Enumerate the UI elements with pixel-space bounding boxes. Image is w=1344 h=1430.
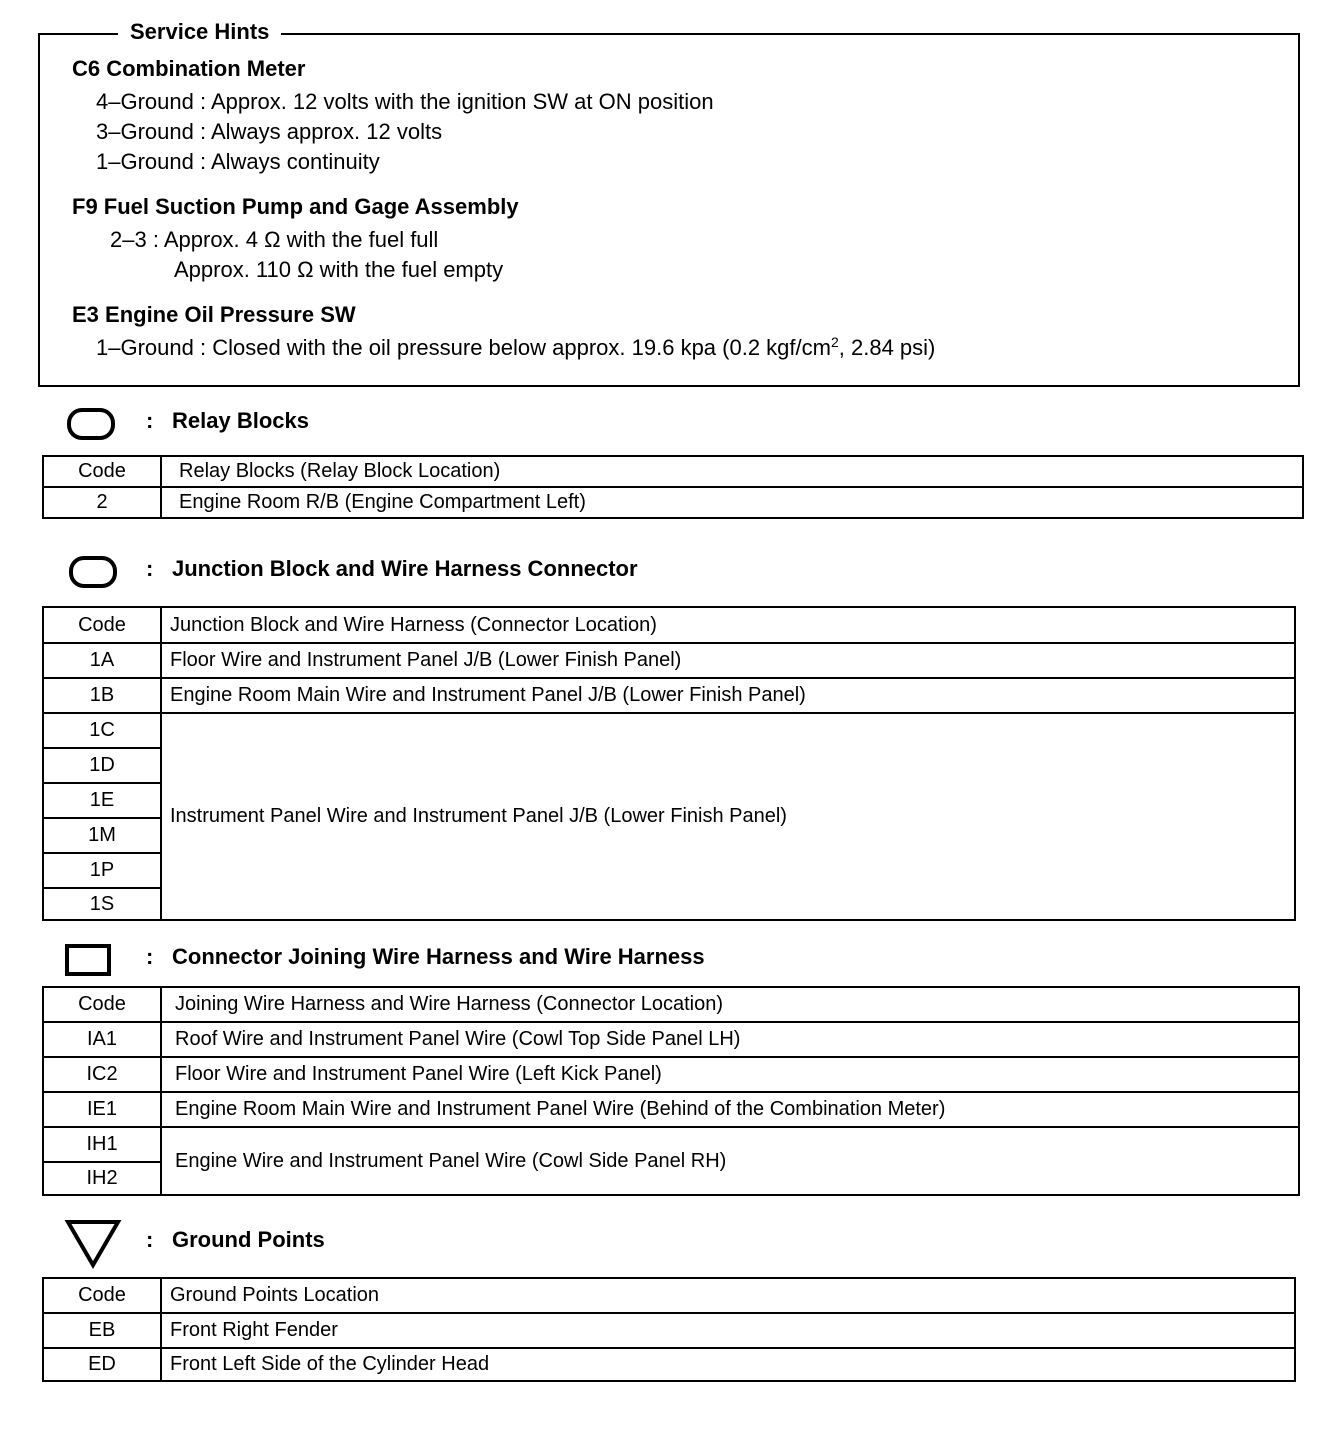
code-cell: EB — [43, 1313, 161, 1348]
hint-text: : Approx. 4 Ω with the fuel full — [146, 227, 439, 252]
desc-cell: Roof Wire and Instrument Panel Wire (Cowl Top Side Panel LH) — [161, 1022, 1299, 1057]
table-row — [43, 713, 1295, 748]
hint-text-after: , 2.84 psi) — [838, 335, 936, 360]
desc-cell: Front Right Fender — [161, 1313, 1295, 1348]
hint-line — [96, 119, 442, 145]
junction-block-table — [42, 606, 1296, 921]
header-desc: Junction Block and Wire Harness (Connector Location) — [161, 607, 1295, 643]
section-colon: : — [146, 1227, 154, 1252]
relay-blocks-table — [42, 455, 1304, 519]
desc-cell: Floor Wire and Instrument Panel Wire (Left Kick Panel) — [161, 1057, 1299, 1092]
table-row — [43, 643, 1295, 678]
table-header-row — [43, 456, 1303, 487]
code-cell: 1A — [43, 643, 161, 678]
table-row — [43, 1092, 1299, 1127]
hint-text: : Closed with the oil pressure below approx. 19.6 kpa (0.2 kgf/cm — [193, 335, 831, 360]
code-cell: IH1 — [43, 1127, 161, 1162]
service-hints-title: Service Hints — [118, 19, 281, 45]
section-colon: : — [146, 408, 154, 433]
header-code: Code — [43, 987, 161, 1022]
hint-text: : Approx. 12 volts with the ignition SW at ON position — [193, 89, 714, 114]
header-desc: Relay Blocks (Relay Block Location) — [161, 456, 1303, 487]
desc-cell-merged: Instrument Panel Wire and Instrument Panel J/B (Lower Finish Panel) — [161, 713, 1295, 920]
connector-joining-table — [42, 986, 1300, 1196]
hint-line — [174, 257, 503, 283]
superscript: 2 — [830, 334, 839, 350]
table-row — [43, 1057, 1299, 1092]
code-cell: 1P — [43, 853, 161, 888]
hint-line — [96, 149, 380, 175]
desc-cell: Engine Room R/B (Engine Compartment Left) — [161, 487, 1303, 518]
code-cell: 2 — [43, 487, 161, 518]
square-icon — [64, 943, 112, 977]
code-cell: IC2 — [43, 1057, 161, 1092]
table-row — [43, 1127, 1299, 1162]
table-row — [43, 487, 1303, 518]
desc-cell: Engine Room Main Wire and Instrument Panel Wire (Behind of the Combination Meter) — [161, 1092, 1299, 1127]
header-code: Code — [43, 607, 161, 643]
hint-text: : Always continuity — [193, 149, 380, 174]
table-header-row — [43, 987, 1299, 1022]
section-colon: : — [146, 556, 154, 581]
header-code: Code — [43, 1278, 161, 1313]
header-code: Code — [43, 456, 161, 487]
hint-pin: 3–Ground — [96, 119, 194, 144]
junction-block-title: Junction Block and Wire Harness Connector — [172, 556, 638, 581]
rounded-rect-icon — [68, 554, 118, 590]
relay-blocks-title: Relay Blocks — [172, 408, 309, 433]
table-row — [43, 1348, 1295, 1381]
code-cell: 1S — [43, 888, 161, 920]
header-desc: Joining Wire Harness and Wire Harness (Connector Location) — [161, 987, 1299, 1022]
code-cell: 1C — [43, 713, 161, 748]
desc-cell: Floor Wire and Instrument Panel J/B (Lower Finish Panel) — [161, 643, 1295, 678]
triangle-down-icon — [64, 1218, 122, 1270]
desc-cell: Front Left Side of the Cylinder Head — [161, 1348, 1295, 1381]
hint-heading-c6: C6 Combination Meter — [72, 56, 306, 81]
hint-line — [96, 335, 935, 361]
code-cell: IA1 — [43, 1022, 161, 1057]
hint-heading-e3: E3 Engine Oil Pressure SW — [72, 302, 356, 327]
code-cell: IE1 — [43, 1092, 161, 1127]
ground-points-title: Ground Points — [172, 1227, 325, 1252]
code-cell: ED — [43, 1348, 161, 1381]
desc-cell: Engine Room Main Wire and Instrument Panel J/B (Lower Finish Panel) — [161, 678, 1295, 713]
table-header-row — [43, 607, 1295, 643]
ground-points-table — [42, 1277, 1296, 1382]
hint-text: : Always approx. 12 volts — [193, 119, 443, 144]
code-cell: 1B — [43, 678, 161, 713]
hint-pin: 1–Ground — [96, 335, 194, 360]
desc-cell-merged: Engine Wire and Instrument Panel Wire (Cowl Side Panel RH) — [161, 1127, 1299, 1195]
connector-joining-title: Connector Joining Wire Harness and Wire Harness — [172, 944, 705, 969]
hint-pin: 1–Ground — [96, 149, 194, 174]
table-header-row — [43, 1278, 1295, 1313]
hint-line — [96, 89, 714, 115]
section-colon: : — [146, 944, 154, 969]
hint-pin: 4–Ground — [96, 89, 194, 114]
rounded-rect-icon — [66, 406, 116, 442]
table-row — [43, 1313, 1295, 1348]
hint-line — [110, 227, 438, 253]
code-cell: IH2 — [43, 1162, 161, 1195]
table-row — [43, 1022, 1299, 1057]
hint-text: Approx. 110 Ω with the fuel empty — [174, 257, 504, 282]
table-row — [43, 678, 1295, 713]
header-desc: Ground Points Location — [161, 1278, 1295, 1313]
code-cell: 1E — [43, 783, 161, 818]
hint-pin: 2–3 — [110, 227, 147, 252]
hint-heading-f9: F9 Fuel Suction Pump and Gage Assembly — [72, 194, 519, 219]
code-cell: 1M — [43, 818, 161, 853]
code-cell: 1D — [43, 748, 161, 783]
